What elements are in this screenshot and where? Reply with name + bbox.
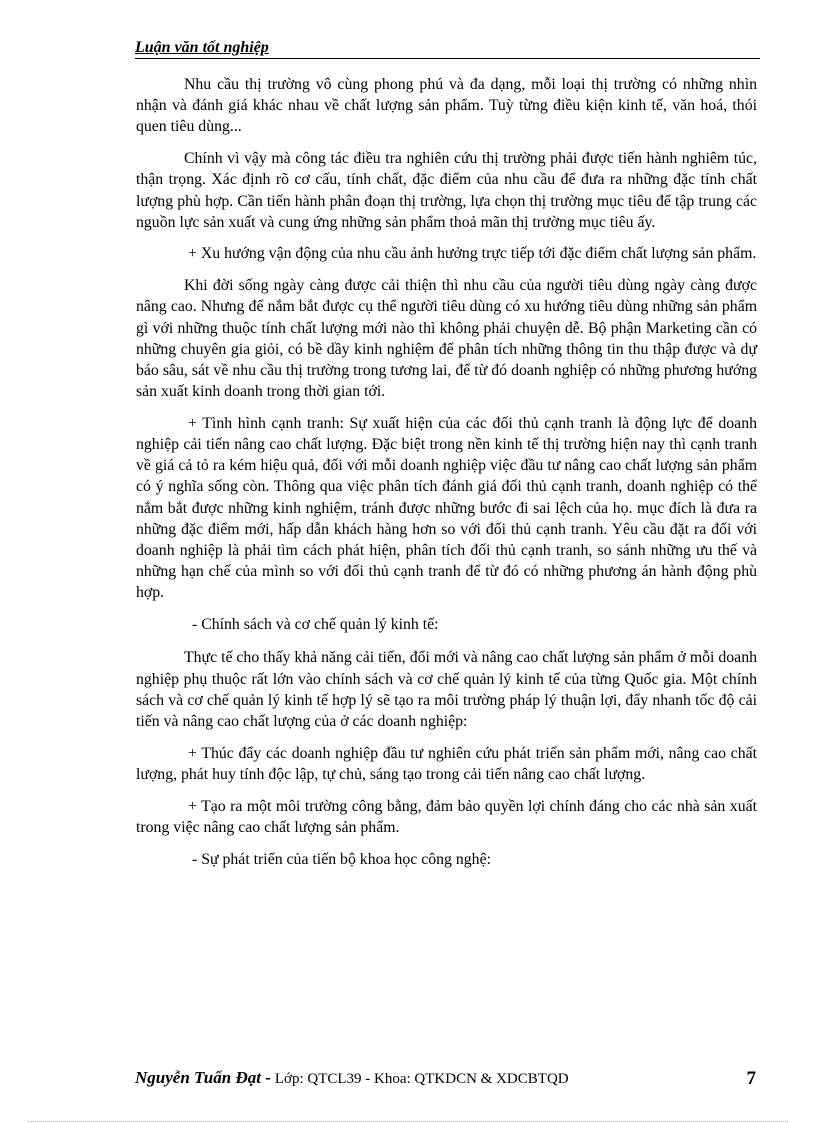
footer-author: Nguyễn Tuấn Đạt - (135, 1068, 271, 1087)
header-title: Luận văn tốt nghiệp (135, 39, 269, 56)
paragraph: + Tình hình cạnh tranh: Sự xuất hiện của các đối thủ cạnh tranh là động lực để doanh nghiệp cải tiến nâng cao chất lượng. Đặc biệt trong nền kinh tế thị trường hiện nay thì cạnh tranh về giá cả tỏ ra kém hiệu quả, đối với mỗi doanh nghiệp việc đầu tư nâng cao chất lượng sản phẩm có ý nghĩa sống còn. Thông qua việc phân tích đánh giá đối thủ cạnh tranh, doanh nghiệp có thể nắm bắt được những kinh nghiệm, tránh được những bước đi sai lệch của họ. mục đích là đưa ra những đặc điểm mới, hấp dẫn khách hàng hơn so với đối thủ cạnh tranh. Yêu cầu đặt ra đối với doanh nghiệp là phải tìm cách phát hiện, phân tích đối thủ cạnh tranh, so sánh những ưu thế và những hạn chế của mình so với đối thủ cạnh tranh để từ đó có những phương án hành động phù hợp. (136, 414, 757, 602)
page-number: 7 (746, 1068, 756, 1089)
page-edge-divider (28, 1121, 788, 1122)
paragraph: Khi đời sống ngày càng được cải thiện thì nhu cầu của người tiêu dùng ngày càng được nâng cao. Nhưng để nắm bắt được cụ thể người tiêu dùng có xu hướng tiêu dùng những sản phẩm gì với những thuộc tính chất lượng mới nào thì không phải chuyện dễ. Bộ phận Marketing cần có những chuyên gia giỏi, có bề dầy kinh nghiệm để phân tích những thông tin thu thập được và dự báo sâu, sát về nhu cầu thị trường trong tương lai, để từ đó doanh nghiệp có những phương hướng sản xuất kinh doanh trong thời gian tới. (136, 277, 757, 401)
paragraph: + Thúc đẩy các doanh nghiệp đầu tư nghiên cứu phát triển sản phẩm mới, nâng cao chất lượng, phát huy tính độc lập, tự chủ, sáng tạo trong cải tiến nâng cao chất lượng. (136, 744, 757, 783)
paragraph: Nhu cầu thị trường vô cùng phong phú và đa dạng, mỗi loại thị trường có những nhìn nhận và đánh giá khác nhau về chất lượng sản phẩm. Tuỳ từng điều kiện kinh tế, văn hoá, thói quen tiêu dùng... (136, 76, 757, 136)
paragraph: + Tạo ra một môi trường công bằng, đảm bảo quyền lợi chính đáng cho các nhà sản xuất trong việc nâng cao chất lượng sản phẩm. (136, 797, 757, 836)
page-footer (135, 1068, 760, 1094)
paragraph: Thực tế cho thấy khả năng cải tiến, đổi mới và nâng cao chất lượng sản phẩm ở mỗi doanh nghiệp phụ thuộc rất lớn vào chính sách và cơ chế quản lý kinh tế của từng Quốc gia. Một chính sách và cơ chế quản lý kinh tế hợp lý sẽ tạo ra môi trường pháp lý thuận lợi, đẩy nhanh tốc độ cải tiến và nâng cao chất lượng của ở các doanh nghiệp: (136, 649, 757, 730)
paragraph: + Xu hướng vận động của nhu cầu ảnh hưởng trực tiếp tới đặc điểm chất lượng sản phẩm. (188, 245, 757, 263)
page-header (135, 38, 760, 59)
footer-class-info: Lớp: QTCL39 - Khoa: QTKDCN & XDCBTQD (274, 1071, 569, 1087)
section-heading: - Chính sách và cơ chế quản lý kinh tế: (192, 616, 439, 634)
section-heading: - Sự phát triển của tiến bộ khoa học công nghệ: (192, 850, 491, 868)
document-body (136, 74, 757, 870)
paragraph: Chính vì vậy mà công tác điều tra nghiên cứu thị trường phải được tiến hành nghiêm túc, thận trọng. Xác định rõ cơ cấu, tính chất, đặc điểm của nhu cầu để đưa ra những đặc tính chất lượng phù hợp. Cần tiến hành phân đoạn thị trường, lựa chọn thị trường mục tiêu để tập trung các nguồn lực sản xuất và cung ứng những sản phẩm thoả mãn thị trường mục tiêu ấy. (136, 150, 757, 231)
